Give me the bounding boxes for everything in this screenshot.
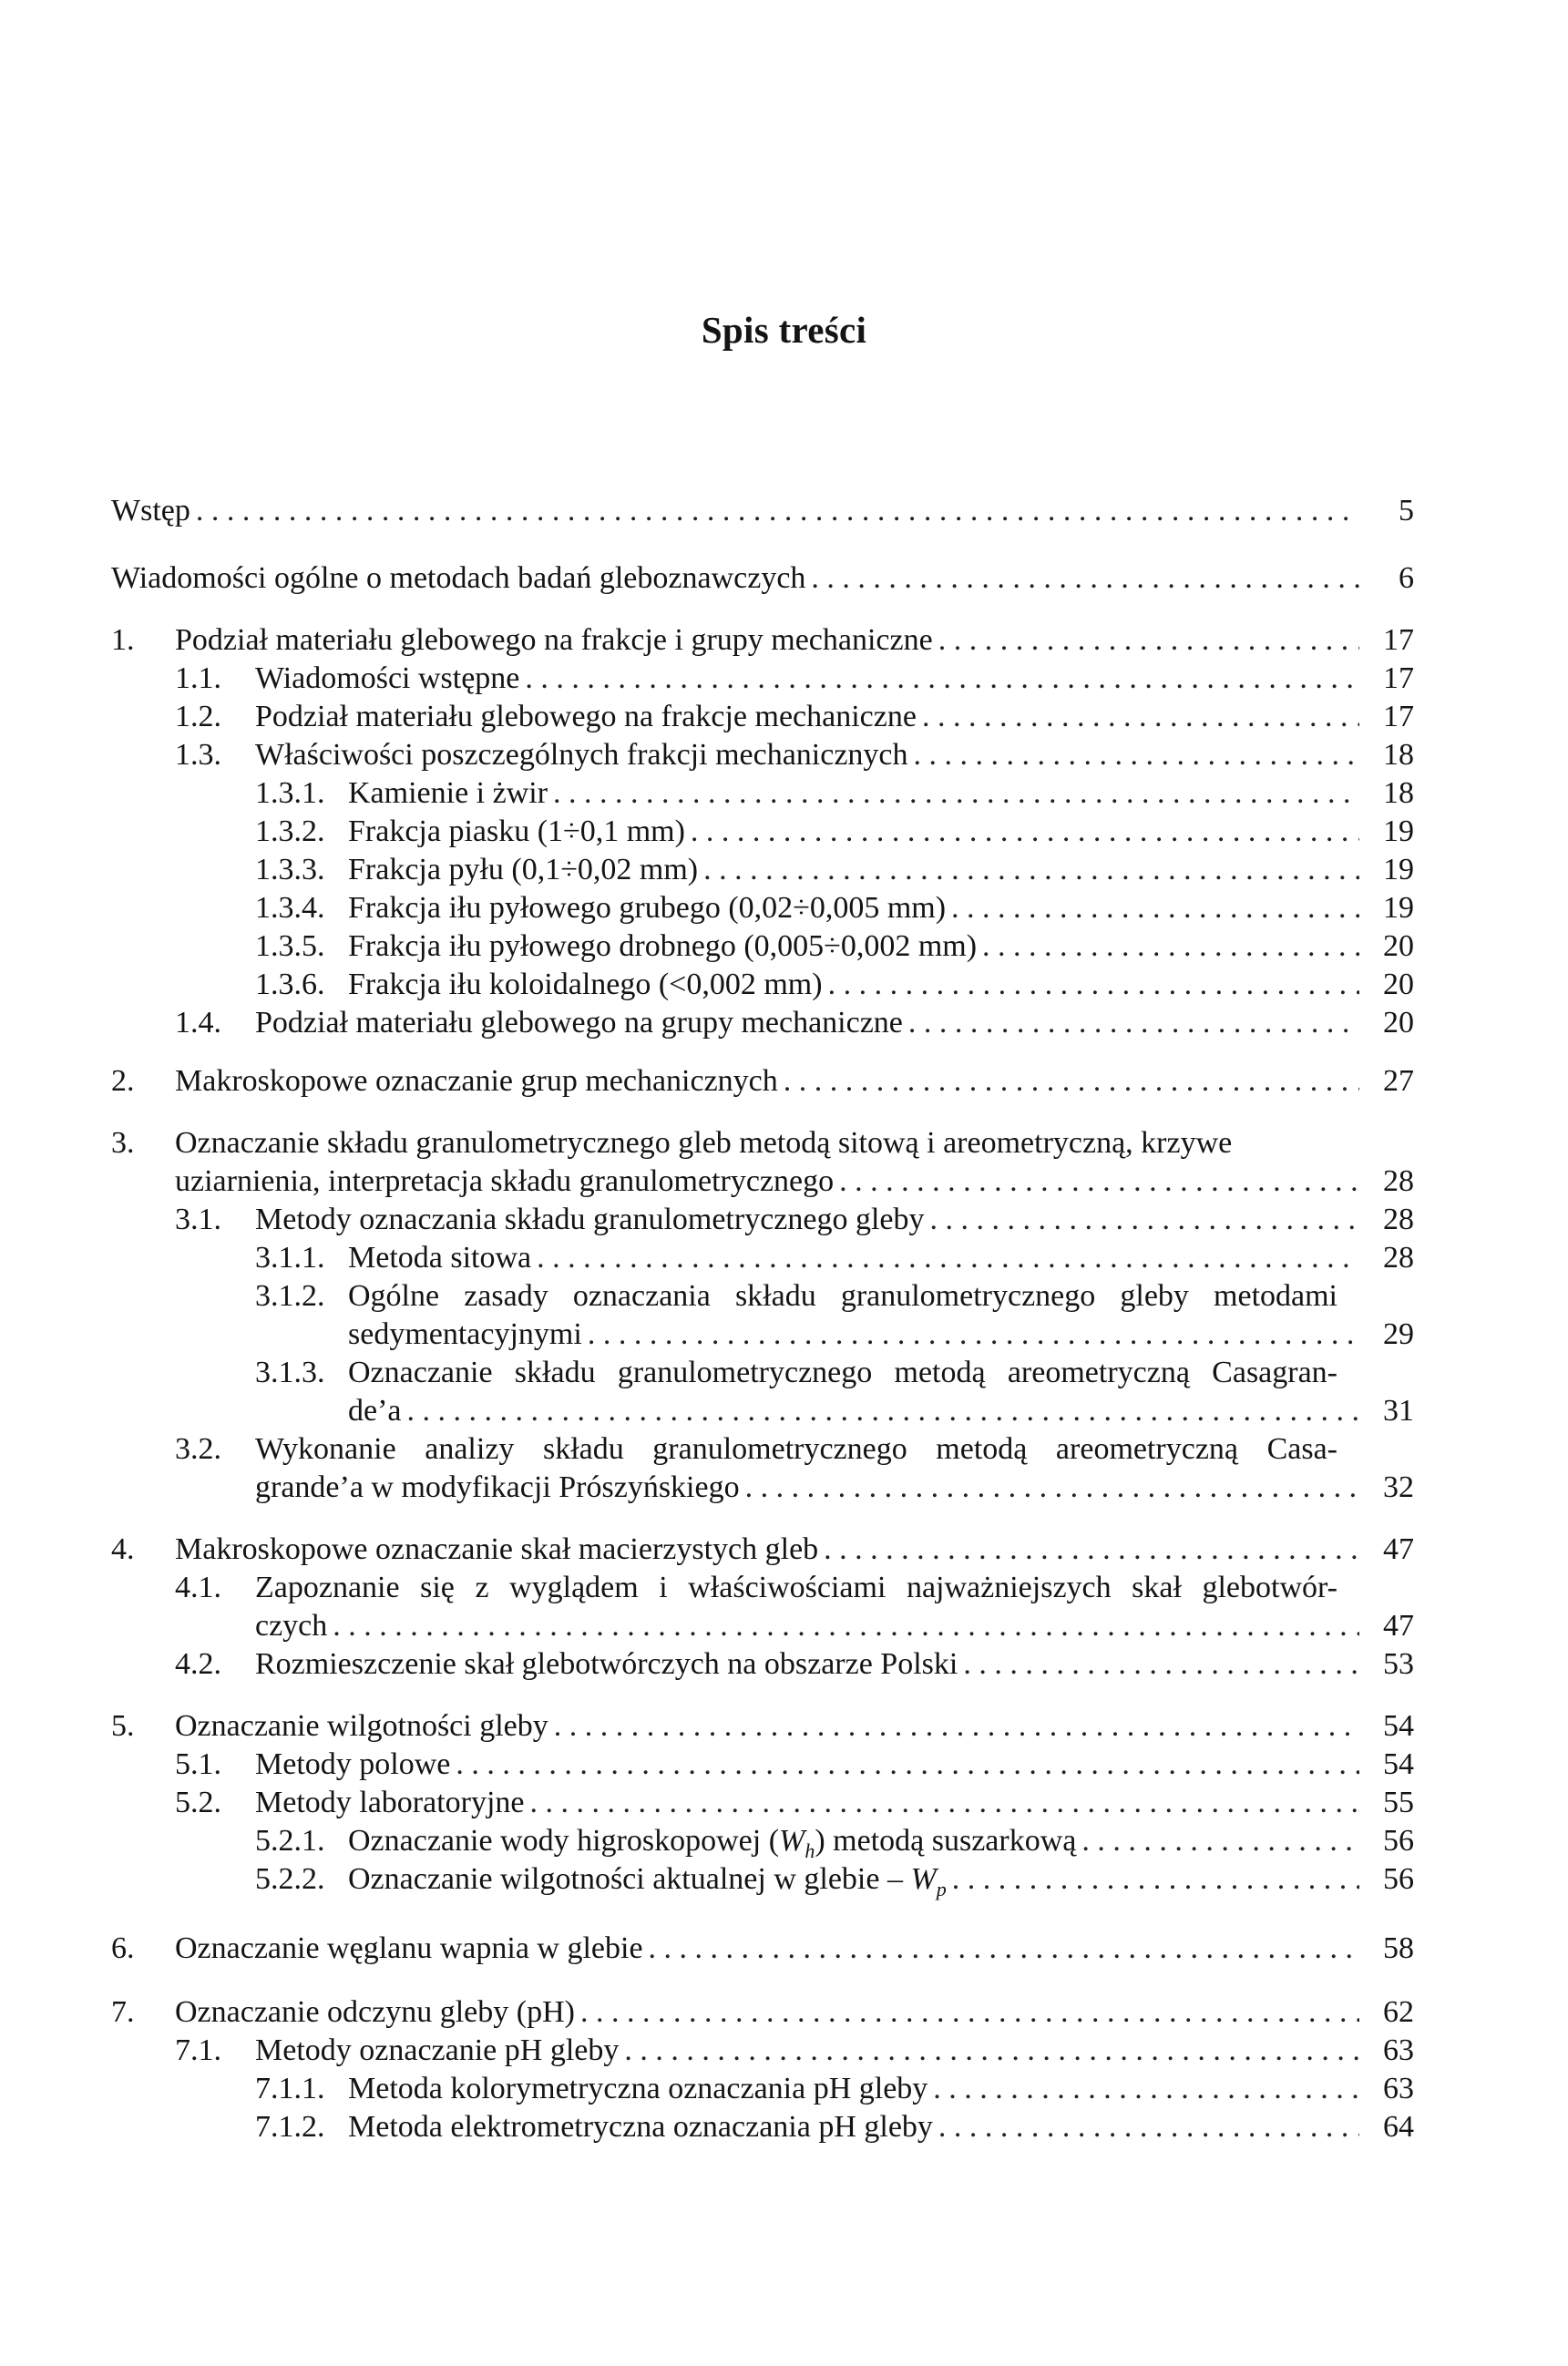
toc-number: 2. <box>111 1064 135 1098</box>
toc-entry-chapter-1[interactable] <box>175 620 1414 661</box>
toc-entry-5-2-1[interactable] <box>348 1820 1414 1862</box>
toc-entry-title: Metoda elektrometryczna oznaczania pH gleby <box>348 2110 933 2144</box>
toc-page-number: 17 <box>1383 661 1414 695</box>
leader-dots <box>643 1928 1359 1970</box>
toc-page-number: 31 <box>1383 1394 1414 1428</box>
toc-entry-title: Frakcja piasku (1÷0,1 mm) <box>348 814 685 848</box>
toc-entry-1-1[interactable] <box>255 658 1414 700</box>
toc-page-number: 18 <box>1383 776 1414 810</box>
toc-number: 6. <box>111 1931 135 1965</box>
leader-dots <box>908 734 1359 776</box>
subscript-h: h <box>804 1839 815 1862</box>
toc-entry-1-4[interactable] <box>255 1002 1414 1044</box>
toc-entry-1-3-1[interactable] <box>348 773 1414 814</box>
toc-entry-title-line1: Oznaczanie składu granulometrycznego metodą areometryczną Casagran- <box>348 1356 1337 1389</box>
toc-entry-title <box>348 1859 947 1900</box>
toc-number: 1.3. <box>175 738 221 772</box>
toc-page-number: 47 <box>1383 1609 1414 1643</box>
leader-dots <box>805 558 1359 599</box>
toc-entry-7-1-1[interactable] <box>348 2068 1414 2110</box>
toc-entry-title: Metody oznaczania składu granulometrycznego gleby <box>255 1203 925 1236</box>
toc-entry-7-1-2[interactable] <box>348 2106 1414 2148</box>
leader-dots <box>818 1529 1359 1571</box>
toc-entry-3-1-2[interactable] <box>348 1314 1414 1356</box>
toc-entry-7-1[interactable] <box>255 2030 1414 2072</box>
toc-page-number: 17 <box>1383 700 1414 733</box>
toc-number: 5.2. <box>175 1786 221 1819</box>
toc-entry-chapter-3-line1[interactable] <box>175 1122 1337 1164</box>
leader-dots <box>927 2068 1359 2110</box>
toc-entry-3-1[interactable] <box>255 1199 1414 1241</box>
toc-entry-title: Podział materiału glebowego na frakcje mechaniczne <box>255 700 917 733</box>
leader-dots <box>685 811 1359 853</box>
toc-number: 5. <box>111 1709 135 1743</box>
leader-dots <box>619 2030 1359 2072</box>
toc-entry-title: Wiadomości wstępne <box>255 661 520 695</box>
toc-entry-title-end: ) metodą suszarkową <box>815 1824 1077 1858</box>
leader-dots <box>917 696 1359 738</box>
leader-dots <box>548 1705 1359 1747</box>
toc-number: 5.1. <box>175 1747 221 1781</box>
toc-entry-title: Właściwości poszczególnych frakcji mechanicznych <box>255 738 908 772</box>
toc-number: 1.1. <box>175 661 221 695</box>
toc-page-number: 28 <box>1383 1203 1414 1236</box>
toc-page-number: 54 <box>1383 1747 1414 1781</box>
toc-entry-3-2[interactable] <box>255 1467 1414 1509</box>
toc-entry-title: Metody polowe <box>255 1747 451 1781</box>
toc-page-number: 28 <box>1383 1241 1414 1275</box>
toc-entry-title-line2: de’a <box>348 1394 402 1428</box>
toc-number: 3.1.3. <box>255 1356 325 1389</box>
leader-dots <box>450 1744 1359 1786</box>
toc-number: 1.3.6. <box>255 968 325 1001</box>
toc-number: 1.3.2. <box>255 814 325 848</box>
toc-entry-title-line2: grande’a w modyfikacji Prószyńskiego <box>255 1470 740 1504</box>
toc-page-number: 29 <box>1383 1317 1414 1351</box>
toc-number: 1.3.3. <box>255 853 325 886</box>
toc-number: 3.1. <box>175 1203 221 1236</box>
toc-entry-title: Metoda sitowa <box>348 1241 532 1275</box>
toc-number: 3. <box>111 1126 135 1160</box>
toc-number: 1.2. <box>175 700 221 733</box>
toc-entry-chapter-5[interactable] <box>175 1705 1414 1747</box>
toc-number: 1.3.5. <box>255 929 325 963</box>
toc-number: 1.3.1. <box>255 776 325 810</box>
toc-page-number: 47 <box>1383 1532 1414 1566</box>
toc-page-number: 56 <box>1383 1862 1414 1896</box>
toc-entry-title: Frakcja pyłu (0,1÷0,02 mm) <box>348 853 699 886</box>
leader-dots <box>698 849 1359 891</box>
toc-entry-title-start: Oznaczanie wilgotności aktualnej w glebie – <box>348 1862 911 1896</box>
toc-number: 1. <box>111 623 135 657</box>
leader-dots <box>575 1992 1359 2033</box>
toc-entry-title: Frakcja iłu pyłowego drobnego (0,005÷0,002 mm) <box>348 929 978 963</box>
toc-entry-title: Wiadomości ogólne o metodach badań gleboznawczych <box>111 561 806 595</box>
leader-dots <box>925 1199 1359 1241</box>
toc-entry-title <box>348 1820 1076 1862</box>
toc-page-number: 63 <box>1383 2033 1414 2067</box>
toc-entry-3-2-line1[interactable] <box>255 1429 1337 1470</box>
toc-entry-title: Makroskopowe oznaczanie skał macierzystych gleb <box>175 1532 819 1566</box>
leader-dots <box>582 1314 1359 1356</box>
toc-number: 3.1.2. <box>255 1279 325 1313</box>
toc-entry-title-line1: Oznaczanie składu granulometrycznego gleb metodą sitową i areometryczną, krzywe <box>175 1126 1233 1160</box>
toc-number: 3.2. <box>175 1432 221 1466</box>
toc-entry-5-2-2[interactable] <box>348 1859 1414 1900</box>
leader-dots <box>933 2106 1359 2148</box>
toc-entry-title-line1: Wykonanie analizy składu granulometrycznego metodą areometryczną Casa- <box>255 1432 1337 1466</box>
toc-number: 3.1.1. <box>255 1241 325 1275</box>
toc-page-number: 20 <box>1383 1006 1414 1040</box>
toc-entry-5-1[interactable] <box>255 1744 1414 1786</box>
leader-dots <box>525 1782 1359 1824</box>
toc-entry-1-3-6[interactable] <box>348 964 1414 1006</box>
toc-entry-3-1-2-line1[interactable] <box>348 1275 1337 1317</box>
toc-page-number: 17 <box>1383 623 1414 657</box>
toc-number: 5.2.2. <box>255 1862 325 1896</box>
toc-entry-title: Kamienie i żwir <box>348 776 548 810</box>
toc-entry-1-2[interactable] <box>255 696 1414 738</box>
toc-entry-title: Metody laboratoryjne <box>255 1786 525 1819</box>
leader-dots <box>947 1859 1359 1900</box>
toc-entry-title: Podział materiału glebowego na frakcje i grupy mechaniczne <box>175 623 933 657</box>
toc-entry-chapter-7[interactable] <box>175 1992 1414 2033</box>
toc-entry-chapter-3[interactable] <box>175 1161 1414 1203</box>
toc-page-number: 63 <box>1383 2072 1414 2105</box>
toc-number: 4. <box>111 1532 135 1566</box>
toc-entry-title: Metoda kolorymetryczna oznaczania pH gleby <box>348 2072 928 2105</box>
toc-entry-general[interactable] <box>111 558 1414 599</box>
toc-entry-4-1[interactable] <box>255 1605 1414 1647</box>
toc-page-number: 18 <box>1383 738 1414 772</box>
toc-number: 7.1.2. <box>255 2110 325 2144</box>
leader-dots <box>958 1644 1359 1685</box>
leader-dots <box>327 1605 1359 1647</box>
toc-number: 1.4. <box>175 1006 221 1040</box>
toc-entry-title-line2: uziarnienia, interpretacja składu granulometrycznego <box>175 1164 835 1198</box>
toc-entry-chapter-2[interactable] <box>175 1060 1414 1102</box>
toc-page-number: 54 <box>1383 1709 1414 1743</box>
symbol-w: W <box>779 1824 805 1858</box>
toc-number: 7. <box>111 1995 135 2029</box>
toc-entry-3-1-3[interactable] <box>348 1390 1414 1432</box>
toc-entry-title-line1: Ogólne zasady oznaczania składu granulometrycznego gleby metodami <box>348 1279 1337 1313</box>
toc-number: 1.3.4. <box>255 891 325 925</box>
toc-page-number: 32 <box>1383 1470 1414 1504</box>
toc-entry-chapter-4[interactable] <box>175 1529 1414 1571</box>
toc-entry-title: Frakcja iłu koloidalnego (<0,002 mm) <box>348 968 823 1001</box>
toc-entry-1-3-3[interactable] <box>348 849 1414 891</box>
toc-page-number: 64 <box>1383 2110 1414 2144</box>
toc-page-number: 58 <box>1383 1931 1414 1965</box>
leader-dots <box>823 964 1359 1006</box>
toc-number: 4.2. <box>175 1647 221 1681</box>
toc-entry-title: Metody oznaczanie pH gleby <box>255 2033 620 2067</box>
toc-number: 7.1. <box>175 2033 221 2067</box>
leader-dots <box>946 887 1359 929</box>
toc-number: 4.1. <box>175 1571 221 1604</box>
leader-dots <box>903 1002 1359 1044</box>
leader-dots <box>531 1237 1359 1279</box>
toc-entry-title: Rozmieszczenie skał glebotwórczych na obszarze Polski <box>255 1647 958 1681</box>
toc-entry-introduction[interactable] <box>111 490 1414 532</box>
toc-page-number: 28 <box>1383 1164 1414 1198</box>
toc-number: 7.1.1. <box>255 2072 325 2105</box>
page-title: Spis treści <box>701 309 867 351</box>
toc-entry-3-1-3-line1[interactable] <box>348 1352 1337 1394</box>
leader-dots <box>548 773 1359 814</box>
toc-page-number: 55 <box>1383 1786 1414 1819</box>
toc-entry-chapter-6[interactable] <box>175 1928 1414 1970</box>
toc-page-number: 19 <box>1383 853 1414 886</box>
toc-entry-4-2[interactable] <box>255 1644 1414 1685</box>
toc-page-number: 19 <box>1383 891 1414 925</box>
toc-entry-title-start: Oznaczanie wody higroskopowej ( <box>348 1824 780 1858</box>
toc-entry-title-line2: sedymentacyjnymi <box>348 1317 582 1351</box>
toc-page-number: 27 <box>1383 1064 1414 1098</box>
toc-entry-title: Oznaczanie odczynu gleby (pH) <box>175 1995 575 2029</box>
toc-entry-title-line1: Zapoznanie się z wyglądem i właściwościami najważniejszych skał glebotwór- <box>255 1571 1337 1604</box>
toc-page-number: 6 <box>1399 561 1414 595</box>
toc-entry-1-3[interactable] <box>255 734 1414 776</box>
toc-entry-title: Wstęp <box>111 494 190 527</box>
toc-entry-1-3-5[interactable] <box>348 926 1414 968</box>
leader-dots <box>977 926 1359 968</box>
leader-dots <box>778 1060 1359 1102</box>
toc-entry-4-1-line1[interactable] <box>255 1567 1337 1609</box>
leader-dots <box>519 658 1359 700</box>
toc-page-number: 56 <box>1383 1824 1414 1858</box>
toc-entry-5-2[interactable] <box>255 1782 1414 1824</box>
leader-dots <box>834 1161 1359 1203</box>
toc-entry-title: Oznaczanie węglanu wapnia w glebie <box>175 1931 643 1965</box>
toc-entry-title: Oznaczanie wilgotności gleby <box>175 1709 548 1743</box>
leader-dots <box>1076 1820 1359 1862</box>
toc-page-number: 62 <box>1383 1995 1414 2029</box>
toc-page-number: 53 <box>1383 1647 1414 1681</box>
leader-dots <box>740 1467 1359 1509</box>
toc-entry-3-1-1[interactable] <box>348 1237 1414 1279</box>
symbol-w: W <box>910 1862 937 1896</box>
toc-page-number: 20 <box>1383 929 1414 963</box>
toc-entry-title: Makroskopowe oznaczanie grup mechanicznych <box>175 1064 778 1098</box>
toc-page-number: 5 <box>1399 494 1414 527</box>
toc-entry-title: Frakcja iłu pyłowego grubego (0,02÷0,005 mm) <box>348 891 947 925</box>
leader-dots <box>402 1390 1359 1432</box>
subscript-p: p <box>936 1877 947 1900</box>
toc-page-number: 20 <box>1383 968 1414 1001</box>
toc-entry-1-3-2[interactable] <box>348 811 1414 853</box>
toc-number: 5.2.1. <box>255 1824 325 1858</box>
toc-entry-title-line2: czych <box>255 1609 328 1643</box>
leader-dots <box>190 490 1359 532</box>
toc-entry-1-3-4[interactable] <box>348 887 1414 929</box>
toc-entry-title: Podział materiału glebowego na grupy mechaniczne <box>255 1006 903 1040</box>
toc-page-number: 19 <box>1383 814 1414 848</box>
leader-dots <box>933 620 1359 661</box>
